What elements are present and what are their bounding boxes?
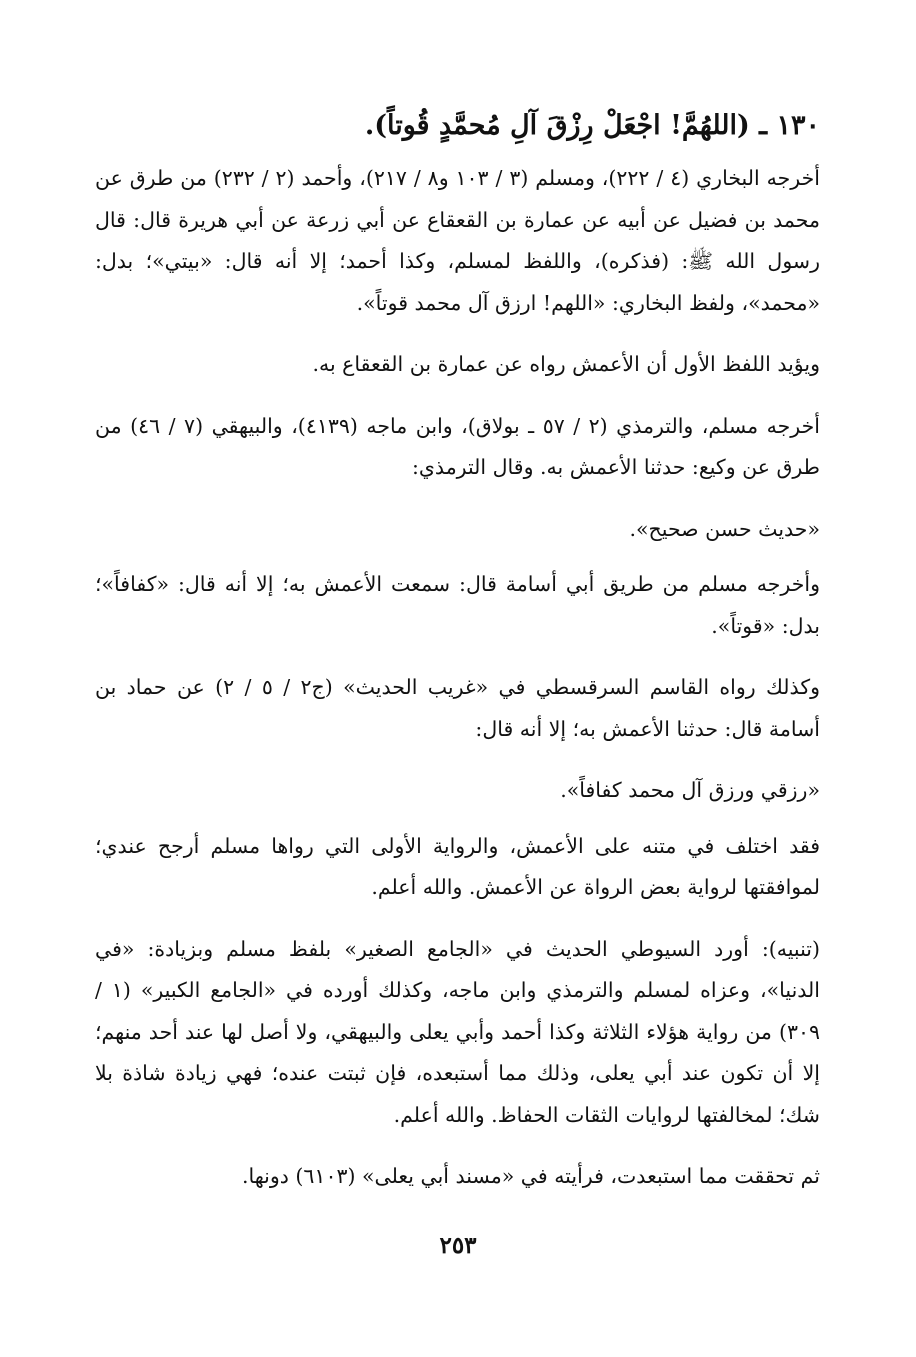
paragraph-verification-note: ثم تحققت مما استبعدت، فرأيته في «مسند أبي يعلى» (٦١٠٣) دونها. (241, 1164, 820, 1188)
paragraph-tanbih-note: (تنبيه): أورد السيوطي الحديث في «الجامع الصغير» بلفظ مسلم وبزيادة: «في الدنيا»، وعزاه لمسلم والترمذي وابن ماجه، وكذلك أورده في «الجامع الكبير» (١ / ٣٠٩) من رواية هؤلاء الثلاثة وكذا أحمد وأبي يعلى والبيهقي، ولا أصل لها عند أحد منهم؛ إلا أن تكون عند أبي يعلى، وذلك مما أستبعده، فإن ثبتت عنده؛ فهي زيادة شاذة بلا شك؛ لمخالفتها لروايات الثقات الحفاظ. والله أعلم. (95, 936, 820, 1127)
page-content (95, 100, 820, 1218)
hadith-heading: ١٣٠ ـ (اللهُمَّ! اجْعَلْ رِزْقَ آلِ مُحمَّدٍ قُوتاً). (364, 110, 820, 141)
paragraph-abu-usama-narration: وأخرجه مسلم من طريق أبي أسامة قال: سمعت الأعمش به؛ إلا أنه قال: «كفافاً»؛ بدل: «قوتاً». (95, 572, 820, 638)
paragraph-discrepancy-note: فقد اختلف في متنه على الأعمش، والرواية الأولى التي رواها مسلم أرجح عندي؛ لموافقتها لرواية بعض الرواة عن الأعمش. والله أعلم. (95, 833, 820, 899)
paragraph-tirmidhi-grading: «حديث حسن صحيح». (629, 516, 820, 541)
paragraph-takhrij-bukhari-muslim: أخرجه البخاري (٤ / ٢٢٢)، ومسلم (٣ / ١٠٣ و٨ / ٢١٧)، وأحمد (٢ / ٢٣٢) من طرق عن محمد بن فضيل عن أبيه عن عمارة بن القعقاع عن أبي زرعة عن أبي هريرة قال: قال رسول الله ﷺ: (فذكره)، واللفظ لمسلم، وكذا أحمد؛ إلا أنه قال: «بيتي»؛ بدل: «محمد»، ولفظ البخاري: «اللهم! ارزق آل محمد قوتاً». (95, 166, 820, 315)
paragraph-takhrij-tirmidhi: أخرجه مسلم، والترمذي (٢ / ٥٧ ـ بولاق)، وابن ماجه (٤١٣٩)، والبيهقي (٧ / ٤٦) من طرق عن وكيع: حدثنا الأعمش به. وقال الترمذي: (95, 413, 820, 479)
paragraph-supporting-narration: ويؤيد اللفظ الأول أن الأعمش رواه عن عمارة بن القعقاع به. (312, 352, 820, 376)
page-number: ٢٥٣ (439, 1232, 477, 1259)
paragraph-kafafan-wording: «رزقي ورزق آل محمد كفافاً». (560, 778, 820, 802)
paragraph-saraqusti-narration: وكذلك رواه القاسم السرقسطي في «غريب الحديث» (ج٢ / ٥ / ٢) عن حماد بن أسامة قال: حدثنا الأعمش به؛ إلا أنه قال: (95, 675, 820, 741)
